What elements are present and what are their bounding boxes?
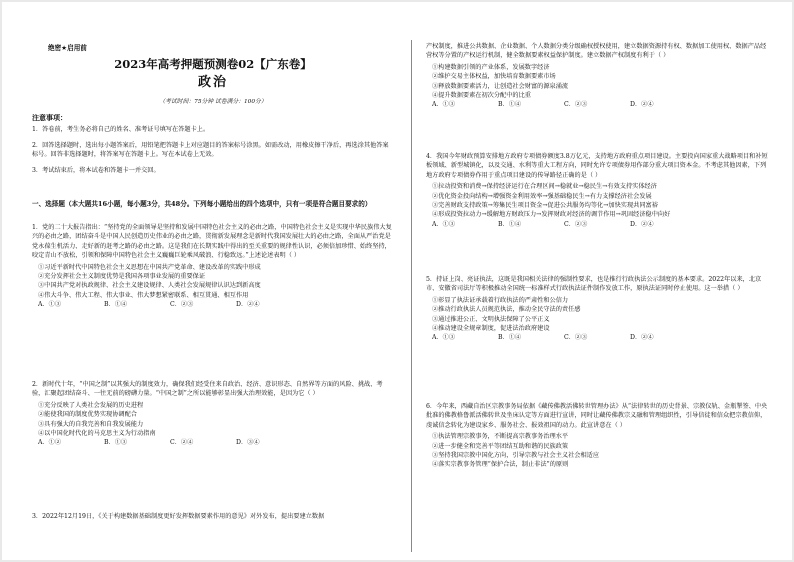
notice-block <box>32 113 394 175</box>
question-stem: 6．今年来，西藏自治区宗教事务局依据《藏传佛教活佛转世管理办法》从“法律转世的历史背景、宗教仪轨、金瓶掣签、中央批准的佛教格鲁派活佛转世及坐床认定等方面进行宣讲，同时让藏传佛教宗义融和管理组织性，引导信徒和信众把宗教信仰，虔诚信念转化为建设家乡、服务社会、报效祖国的动力。此宣讲意在（ ） <box>426 403 768 429</box>
answer-choice[interactable]: D．③④ <box>236 439 260 447</box>
question-2 <box>32 380 394 448</box>
option-item: ②推动行政执法人员规范执法，推动全民守法的责任感 <box>432 306 581 314</box>
answer-choice[interactable]: C．②③ <box>170 301 194 309</box>
answer-choice[interactable]: A．①③ <box>432 101 456 109</box>
option-item: ③通过推进公正、文明执法保障了公平正义 <box>432 315 550 323</box>
answer-choice[interactable]: B．①④ <box>498 220 522 228</box>
option-item: ③释放数据要素活力，让创造社会财富的源泉涌流 <box>432 82 569 90</box>
answer-choices <box>426 220 771 229</box>
question-6 <box>426 402 771 470</box>
answer-choice[interactable]: B．①④ <box>498 101 522 109</box>
answer-choice[interactable]: B．①④ <box>498 334 522 342</box>
option-item: ②进一步健全和完善平等团结互助和谐的民族政策 <box>432 442 569 450</box>
option-item: ③具有强大的自我完善和自我发展能力 <box>38 420 144 428</box>
notice-item: 2．回答选择题时，选出每小题答案后，用铅笔把答题卡上对应题目的答案标号涂黑。如需改动，用橡皮擦干净后，再选涂其他答案标号。回答非选择题时，将答案写在答题卡上。写在本试卷上无效。 <box>32 141 389 159</box>
answer-choice[interactable]: D．②④ <box>236 301 260 309</box>
question-stem: 1．党的二十大报告指出：“坚持党的全面领导是坚持和发展中国特色社会主义的必由之路，中国特色社会主义是实现中华民族伟大复兴的必由之路，团结奋斗是中国人民创造历史伟业的必由之路，贯彻新发展理念是新时代我国发展壮大的必由之路，全面从严治党是党永葆生机活力、走好新的赶考之路的必由之路。这是我们在长期实践中得出的至关重要的规律性认识，必须倍加珍惜、始终坚持，咬定青山不放松，引领和保障中国特色社会主义巍巍巨轮乘风破浪、行稳致远。”上述论述表明（ ） <box>32 224 392 260</box>
answer-choice[interactable]: C．②③ <box>564 334 588 342</box>
question-stem: 2．新时代十年，“中国之制”以其强大的制度效力，确保我们经受住来自政治、经济、意识形态、自然界等方面的风险、挑战、考验，汇聚起团结奋斗、一往无前的磅礴力量。“中国之制”之所以能够彰显出强大治理效能，是因为它（ ） <box>32 381 383 398</box>
option-item: ④推动建设全规章制度，促进法治政府建设 <box>432 325 550 333</box>
subject-title: 政治 <box>197 75 228 90</box>
question-stem: 5．持证上岗、亮证执法，这既是我国相关法律的强制性要求，也是推行行政执法公示制度的基本要求。2022年以来，北京市、安徽省司法厅等积极推动全国统一标准样式行政执法证件制作发放工作，原执法证同时停止使用。这一举措（ ） <box>426 276 762 293</box>
question-stem: 产权制度，推进公共数据、企业数据、个人数据分类分级确权授权使用，建立数据资源持有权、数据加工使用权、数据产品经营权等分置的产权运行机制，健全数据要素权益保护制度。建立数据产权制度有利于（ ） <box>426 43 767 60</box>
option-item: ①拉动投资和消费→保持经济运行在合理区间→稳就业→稳民生→有效支持实体经济 <box>432 183 657 191</box>
notice-item: 3．考试结束后，将本试卷和答题卡一并交回。 <box>32 166 160 174</box>
answer-choice[interactable]: A．①② <box>38 439 62 447</box>
notice-item: 1．答卷前，考生务必将自己的姓名、准考证号填写在答题卡上。 <box>32 126 210 134</box>
option-item: ③坚持我国宗教中国化方向，引导宗教与社会主义社会相适应 <box>432 452 600 460</box>
option-item: ④形成投资拉动力→缓解地方财政压力→发挥财政对经济的调节作用→巩固经济稳中向好 <box>432 211 671 219</box>
option-item: ①习近平新时代中国特色社会主义思想在中国共产党革命、建设改革的实践中形成 <box>38 263 261 271</box>
option-item: ②优化资金投向结构→增强资金利用效率→强基础稳民生→有力支撑经济社会发展 <box>432 192 652 200</box>
section-heading: 一、选择题（本大题共16小题，每小题3分，共48分。下列每小题给出的四个选项中，只有一项是符合题目要求的） <box>32 200 372 208</box>
answer-choice[interactable]: B．①③ <box>104 439 128 447</box>
notice-heading: 注意事项： <box>32 113 67 122</box>
option-item: ①构建数据引领的产业体系，发展数字经济 <box>432 63 550 71</box>
exam-title: 2023年高考押题预测卷02【广东卷】 <box>114 57 312 71</box>
answer-choice[interactable]: B．①④ <box>104 301 128 309</box>
option-item: ④以中国化时代化的马克思主义为行动指南 <box>38 430 156 438</box>
option-item: ①执法管理宗教事务，不断提高宗教事务治理水平 <box>432 433 569 441</box>
column-divider <box>411 40 412 552</box>
question-5 <box>426 275 771 343</box>
question-4 <box>426 152 771 229</box>
answer-choice[interactable]: D．②④ <box>630 334 654 342</box>
question-3-start: 3．2022年12月19日，《关于构建数据基础制度更好发挥数据要素作用的意见》对外发布，提出要建立数据 <box>32 513 325 520</box>
option-item: ③中国共产党对执政规律、社会主义建设规律、人类社会发展规律认识达到新高度 <box>38 282 261 290</box>
confidential-label: 绝密★启用前 <box>48 44 87 52</box>
exam-info: （考试时间：75分钟 试卷满分：100分） <box>159 99 267 105</box>
answer-choices <box>426 100 771 109</box>
option-item: ④落实宗教事务管理“保护合法，制止非法”的原则 <box>432 461 569 469</box>
option-item: ②能使我国的制度优势实现协调配合 <box>38 411 137 419</box>
option-item: ①充分反映了人类社会发展的历史进程 <box>38 401 144 409</box>
option-item: ②充分发挥社会主义制度优势是我国各项事业发展的重要保证 <box>38 273 206 281</box>
answer-choice[interactable]: C．②③ <box>564 101 588 109</box>
question-stem: 4．我国今年财政预算安排地方政府专项债券额度3.8万亿元，支持地方政府重点项目建设。主要投向国家重大战略项目和补短板领域、新型城镇化，以及交通、水利等重大工程方向，同时允许专项债券用作部分重大项目资本金。不考虑其他因素，下列地方政府专项债券作用于重点项目建设的传导路径正确的是（ ） <box>426 153 768 179</box>
question-1 <box>32 223 394 310</box>
answer-choices <box>32 438 394 447</box>
answer-choices <box>426 333 771 342</box>
answer-choice[interactable]: D．②④ <box>630 220 654 228</box>
answer-choice[interactable]: A．①③ <box>432 334 456 342</box>
answer-choice[interactable]: C．②③ <box>564 220 588 228</box>
question-3-continued <box>426 42 771 110</box>
option-item: ①彰显了执法证承载着行政执法的严肃性和公信力 <box>432 296 569 304</box>
answer-choice[interactable]: A．①③ <box>432 220 456 228</box>
option-item: ③完善财政支持政策→筹集民生项目资金→促进公共服务均等化→加快实现共同富裕 <box>432 202 658 210</box>
answer-choice[interactable]: A．①③ <box>38 301 62 309</box>
answer-choices <box>32 300 394 309</box>
option-item: ②维护交易主体权益，加快培育数据要素市场 <box>432 73 556 81</box>
option-item: ④伟大斗争、伟大工程、伟大事业、伟大梦想紧密联系、相互贯通、相互作用 <box>38 291 249 299</box>
answer-choice[interactable]: C．②④ <box>170 439 194 447</box>
exam-sheet <box>2 2 792 560</box>
option-item: ④提升数据要素在初次分配中的比重 <box>432 92 531 100</box>
answer-choice[interactable]: D．②④ <box>630 101 654 109</box>
